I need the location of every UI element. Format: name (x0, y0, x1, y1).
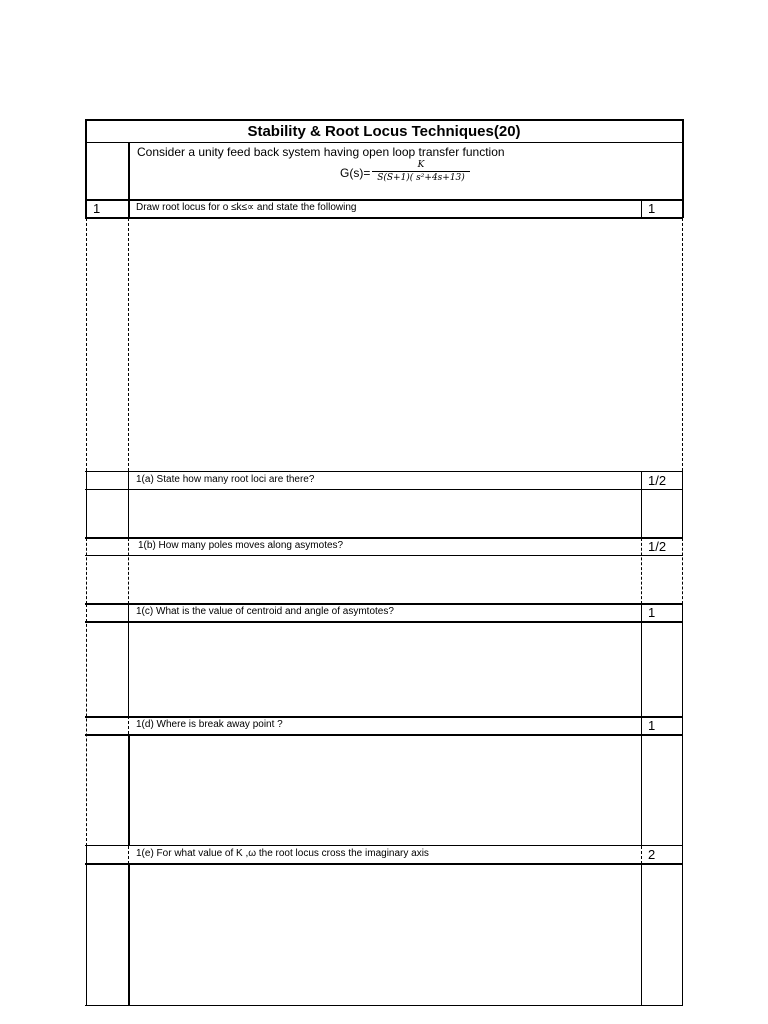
q1a-text: 1(a) State how many root loci are there? (136, 474, 315, 485)
left-border-dashed-2 (86, 538, 87, 604)
q1e-row-top (85, 845, 683, 846)
q1a-row-top (85, 471, 683, 472)
q1-text: Draw root locus for o ≤k≤∝ and state the following (136, 202, 357, 213)
q1-marks: 1 (648, 201, 656, 216)
transfer-function-numerator: K (417, 160, 425, 170)
right-border-q1c (682, 604, 683, 716)
intro-text: Consider a unity feed back system having open loop transfer function (137, 145, 505, 159)
marks-col-divider-q1a (641, 471, 642, 538)
num-col-divider-q1c (128, 604, 129, 716)
q1b-marks: 1/2 (648, 539, 667, 554)
fraction-bar (372, 171, 470, 172)
left-border-q1a (86, 471, 87, 538)
num-col-divider-top (128, 142, 130, 218)
table-bottom-border (85, 1005, 683, 1006)
table-top-border (85, 119, 683, 121)
left-border-dashed-3 (86, 604, 87, 846)
marks-col-divider-dashed-2 (641, 846, 642, 864)
q1b-row-bottom (85, 555, 683, 556)
right-border-bottom (682, 716, 683, 1006)
num-col-divider-q1d (128, 734, 130, 846)
num-col-divider-bottom (128, 864, 130, 1006)
q1-row-divider (85, 217, 683, 219)
q1c-row-top (85, 603, 683, 605)
q1d-text: 1(d) Where is break away point ? (136, 719, 283, 730)
q1c-marks: 1 (648, 605, 656, 620)
left-border-dashed-1 (86, 218, 87, 471)
q1e-marks: 2 (648, 847, 656, 862)
right-border-dashed-2 (682, 538, 683, 604)
q1b-text: 1(b) How many poles moves along asymotes? (138, 540, 344, 551)
title-row-divider (85, 142, 683, 143)
marks-col-divider-q1 (641, 199, 642, 218)
q1e-row-bottom (85, 863, 683, 865)
q1a-row-bottom (85, 489, 683, 490)
q1-number: 1 (93, 201, 101, 216)
q1a-marks: 1/2 (648, 473, 667, 488)
right-border-q1a (682, 471, 683, 538)
sheet-title: Stability & Root Locus Techniques(20) (247, 123, 521, 140)
num-col-divider-dashed-2 (128, 538, 129, 604)
transfer-function-lhs: G(s)= (340, 166, 371, 180)
left-border-bottom (86, 846, 87, 1006)
num-col-divider-dashed-1 (128, 218, 129, 471)
transfer-function-fraction (372, 160, 470, 183)
marks-col-divider-bottom (641, 864, 642, 1006)
q1c-row-bottom (85, 621, 683, 623)
intro-row-divider (85, 199, 683, 201)
num-col-divider-dashed-3 (128, 716, 129, 734)
q1e-text: 1(e) For what value of K ,ω the root locus cross the imaginary axis (136, 848, 429, 859)
marks-col-divider-q1d (641, 716, 642, 846)
num-col-divider-dashed-4 (128, 846, 129, 864)
marks-col-divider-dashed-1 (641, 538, 642, 604)
q1b-row-top (85, 537, 683, 539)
num-col-divider-q1a (128, 471, 129, 538)
q1c-text: 1(c) What is the value of centroid and angle of asymtotes? (136, 606, 394, 617)
marks-col-divider-q1c (641, 604, 642, 716)
q1d-row-top (85, 716, 683, 718)
q1d-marks: 1 (648, 718, 656, 733)
q1d-row-bottom (85, 734, 683, 736)
transfer-function-denominator: S(S+1)( s²+4s+13) (377, 173, 465, 183)
right-border-dashed-1 (682, 218, 683, 471)
